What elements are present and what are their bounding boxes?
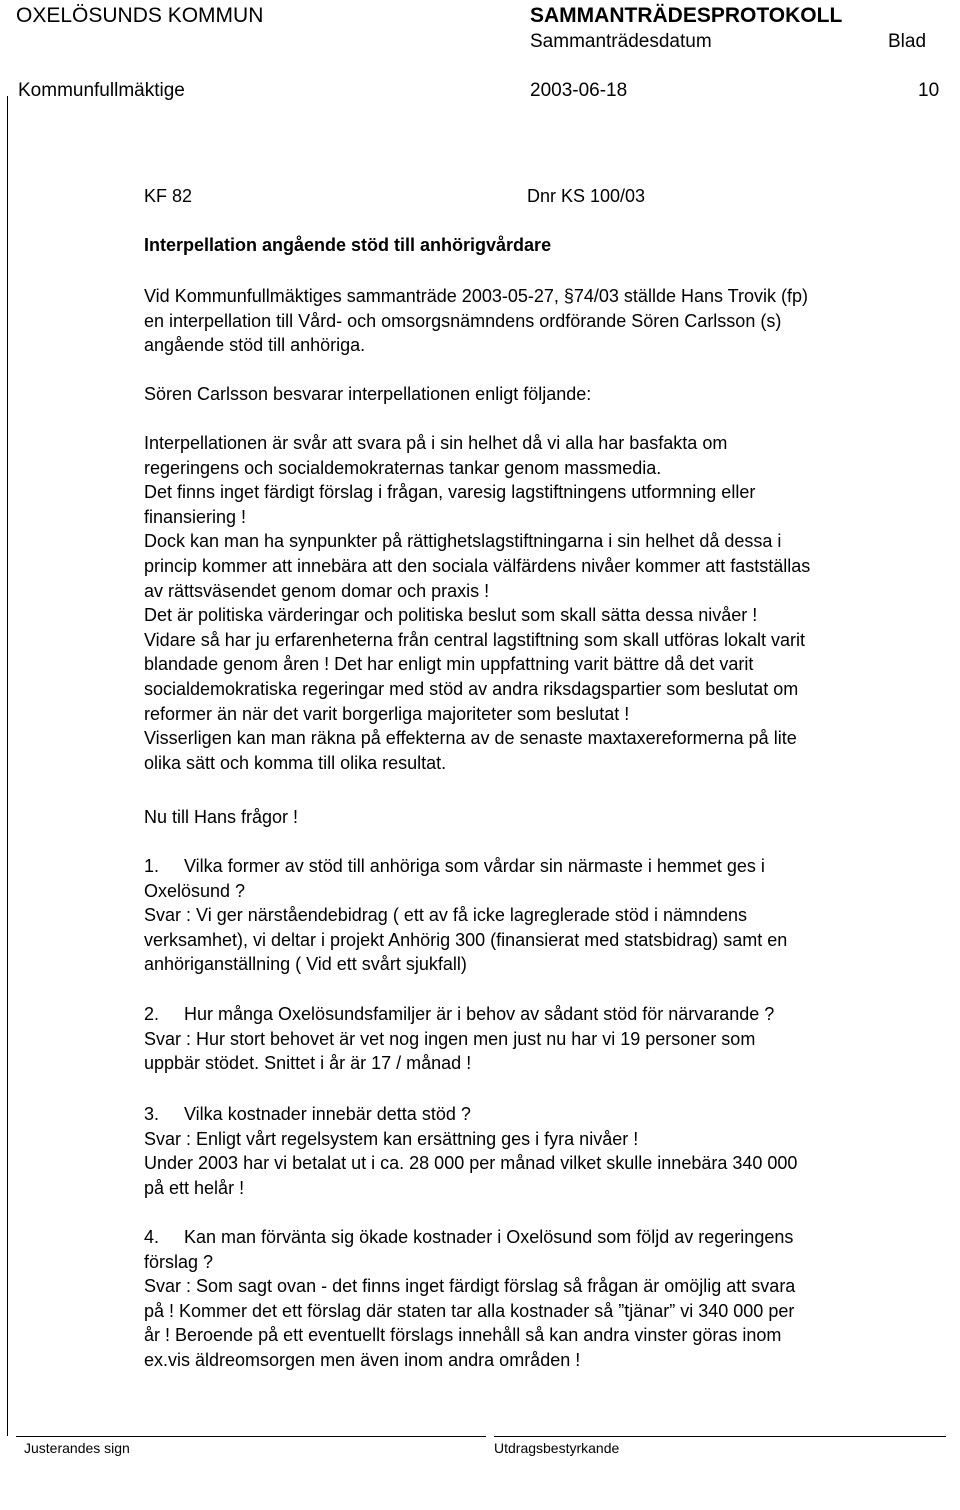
answer-line: Interpellationen är svår att svara på i sin helhet då vi alla har basfakta om: [144, 433, 728, 453]
question-text: förslag ?: [144, 1251, 214, 1272]
page-label: Blad: [888, 31, 927, 52]
question-number: 1.: [144, 856, 160, 876]
question-1: [144, 854, 944, 977]
answer-line: Det är politiska värderingar och politiska beslut som skall sätta dessa nivåer !: [144, 605, 758, 626]
answer-line: reformer än när det varit borgerliga majoriteter som beslutat !: [144, 703, 630, 724]
document-type: SAMMANTRÄDESPROTOKOLL: [530, 4, 843, 27]
intro-line: Vid Kommunfullmäktiges sammanträde 2003-05-27, §74/03 ställde Hans Trovik (fp): [144, 286, 808, 306]
footer-justerandes-sign: Justerandes sign: [24, 1440, 130, 1456]
margin-line: [7, 96, 8, 1436]
answer-line: socialdemokratiska regeringar med stöd av andra riksdagspartier som beslutat om: [144, 678, 799, 699]
question-3: [144, 1102, 944, 1200]
question-number: 4.: [144, 1227, 160, 1247]
answer-line: Svar : Vi ger närståendebidrag ( ett av få icke lagreglerade stöd i nämndens: [144, 905, 748, 926]
date-label: Sammanträdesdatum: [530, 31, 712, 52]
municipality-name: OXELÖSUNDS KOMMUN: [16, 4, 264, 27]
answer-line: ex.vis äldreomsorgen men även inom andra områden !: [144, 1349, 581, 1370]
answer-line: på ! Kommer det ett förslag där staten tar alla kostnader så ”tjänar” vi 340 000 per: [144, 1300, 795, 1321]
answer-paragraph: [144, 431, 944, 775]
question-text: Oxelösund ?: [144, 880, 246, 901]
question-number: 3.: [144, 1104, 160, 1124]
footer-utdragsbestyrkande: Utdragsbestyrkande: [494, 1440, 620, 1456]
answer-line: olika sätt och komma till olika resultat.: [144, 752, 447, 773]
question-2: [144, 1002, 944, 1076]
question-text: Kan man förvänta sig ökade kostnader i Oxelösund som följd av regeringens: [184, 1227, 794, 1247]
answer-line: Visserligen kan man räkna på effekterna av de senaste maxtaxereformerna på lite: [144, 728, 797, 749]
question-text: Hur många Oxelösundsfamiljer är i behov av sådant stöd för närvarande ?: [184, 1004, 775, 1024]
answer-line: blandade genom åren ! Det har enligt min uppfattning varit bättre då det varit: [144, 654, 754, 675]
page-number: 10: [918, 80, 940, 101]
footer-rule-left: [16, 1436, 486, 1437]
answer-intro: Sören Carlsson besvarar interpellationen enligt följande:: [144, 384, 592, 404]
question-text: Vilka kostnader innebär detta stöd ?: [184, 1104, 471, 1124]
answer-line: anhöriganställning ( Vid ett svårt sjukfall): [144, 954, 467, 975]
answer-line: Vidare så har ju erfarenheterna från central lagstiftning som skall utföras lokalt varit: [144, 629, 805, 650]
answer-line: Under 2003 har vi betalat ut i ca. 28 000 per månad vilket skulle innebära 340 000: [144, 1153, 798, 1174]
answer-line: finansiering !: [144, 506, 247, 527]
question-text: Vilka former av stöd till anhöriga som vårdar sin närmaste i hemmet ges i: [184, 856, 765, 876]
meeting-date: 2003-06-18: [530, 80, 628, 101]
intro-paragraph: [144, 284, 944, 358]
question-4: [144, 1225, 944, 1373]
answer-line: uppbär stödet. Snittet i år är 17 / månad !: [144, 1053, 472, 1074]
footer-rule-right: [494, 1436, 946, 1437]
answer-line: av rättsväsendet genom domar och praxis !: [144, 580, 490, 601]
answer-line: år ! Beroende på ett eventuellt förslags innehåll så kan andra vinster göras inom: [144, 1325, 782, 1346]
case-title: Interpellation angående stöd till anhörigvårdare: [144, 235, 552, 255]
body-name: Kommunfullmäktige: [18, 80, 185, 101]
answer-line: Svar : Hur stort behovet är vet nog ingen men just nu har vi 19 personer som: [144, 1028, 756, 1049]
question-number: 2.: [144, 1004, 160, 1024]
answer-line: Det finns inget färdigt förslag i frågan, varesig lagstiftningens utformning eller: [144, 482, 756, 503]
to-questions: Nu till Hans frågor !: [144, 807, 299, 827]
intro-line: en interpellation till Vård- och omsorgsnämndens ordförande Sören Carlsson (s): [144, 310, 782, 331]
answer-line: på ett helår !: [144, 1177, 245, 1198]
answer-line: princip kommer att innebära att den sociala välfärdens nivåer kommer att fastställas: [144, 555, 811, 576]
answer-line: regeringens och socialdemokraternas tankar genom massmedia.: [144, 457, 662, 478]
answer-line: verksamhet), vi deltar i projekt Anhörig 300 (finansierat med statsbidrag) samt en: [144, 929, 788, 950]
case-kf-number: KF 82: [144, 186, 193, 206]
case-dnr: Dnr KS 100/03: [527, 186, 646, 206]
answer-line: Dock kan man ha synpunkter på rättighetslagstiftningarna i sin helhet då dessa i: [144, 531, 782, 552]
answer-line: Svar : Som sagt ovan - det finns inget färdigt förslag så frågan är omöjlig att svara: [144, 1276, 796, 1297]
answer-line: Svar : Enligt vårt regelsystem kan ersättning ges i fyra nivåer !: [144, 1128, 639, 1149]
intro-line: angående stöd till anhöriga.: [144, 335, 366, 356]
